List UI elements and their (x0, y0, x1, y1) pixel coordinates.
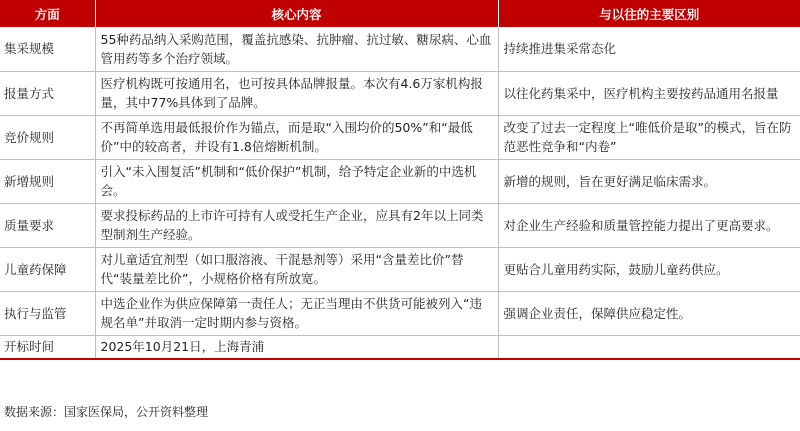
aspect-cell: 新增规则 (0, 159, 95, 203)
aspect-cell: 报量方式 (0, 71, 95, 115)
table-body (0, 27, 800, 359)
aspect-cell: 儿童药保障 (0, 247, 95, 291)
difference-cell: 以往化药集采中，医疗机构主要按药品通用名报量 (498, 71, 800, 115)
content-cell: 对儿童适宜剂型（如口服溶液、干混悬剂等）采用“含量差比价”替代“装量差比价”，小规格价格有所放宽。 (95, 247, 498, 291)
aspect-cell: 开标时间 (0, 335, 95, 359)
content-cell: 引入“未入围复活”机制和“低价保护”机制，给予特定企业新的中选机会。 (95, 159, 498, 203)
table-row (0, 27, 800, 71)
content-cell: 医疗机构既可按通用名，也可按具体品牌报量。本次有4.6万家机构报量，其中77%具体到了品牌。 (95, 71, 498, 115)
table-row (0, 203, 800, 247)
table-header (0, 0, 800, 27)
content-cell: 要求投标药品的上市许可持有人或受托生产企业，应具有2年以上同类型制剂生产经验。 (95, 203, 498, 247)
header-content: 核心内容 (95, 0, 498, 27)
difference-cell: 强调企业责任，保障供应稳定性。 (498, 291, 800, 335)
table-row (0, 115, 800, 159)
content-cell: 2025年10月21日，上海青浦 (95, 335, 498, 359)
difference-cell: 对企业生产经验和质量管控能力提出了更高要求。 (498, 203, 800, 247)
table-row (0, 247, 800, 291)
table-row (0, 159, 800, 203)
difference-cell: 更贴合儿童用药实际，鼓励儿童药供应。 (498, 247, 800, 291)
content-cell: 不再简单选用最低报价作为锚点，而是取“入围均价的50%”和“最低价”中的较高者，并设有1.8倍熔断机制。 (95, 115, 498, 159)
source-note: 数据来源：国家医保局，公开资料整理 (4, 405, 209, 419)
header-row (0, 0, 800, 27)
difference-cell: 改变了过去一定程度上“唯低价是取”的模式，旨在防范恶性竞争和“内卷” (498, 115, 800, 159)
table-row (0, 71, 800, 115)
table-row (0, 335, 800, 359)
aspect-cell: 质量要求 (0, 203, 95, 247)
aspect-cell: 执行与监管 (0, 291, 95, 335)
difference-cell: 持续推进集采常态化 (498, 27, 800, 71)
difference-cell: 新增的规则，旨在更好满足临床需求。 (498, 159, 800, 203)
content-cell: 55种药品纳入采购范围，覆盖抗感染、抗肿瘤、抗过敏、糖尿病、心血管用药等多个治疗领域。 (95, 27, 498, 71)
table-row (0, 291, 800, 335)
aspect-cell: 集采规模 (0, 27, 95, 71)
content-cell: 中选企业作为供应保障第一责任人；无正当理由不供货可能被列入“违规名单”并取消一定时期内参与资格。 (95, 291, 498, 335)
aspect-cell: 竞价规则 (0, 115, 95, 159)
header-aspect: 方面 (0, 0, 95, 27)
difference-cell (498, 335, 800, 359)
header-difference: 与以往的主要区别 (498, 0, 800, 27)
